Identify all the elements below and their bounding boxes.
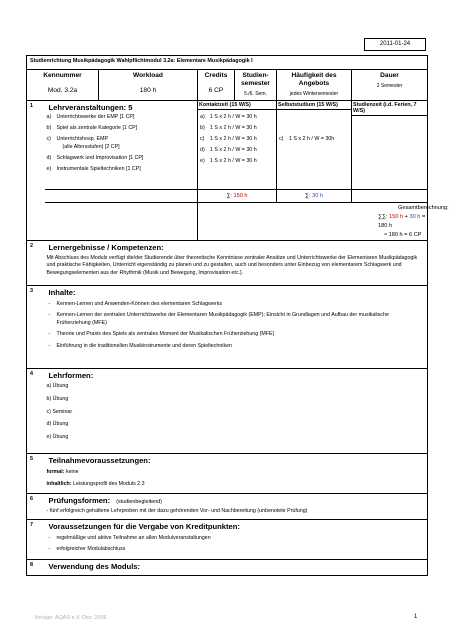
lehrform-b: b) Übung bbox=[46, 395, 69, 402]
section-3-row bbox=[27, 286, 428, 369]
inhalt-item-1: - Kennen-Lernen und Anwenden-Können des elementaren Schlagwerks bbox=[47, 301, 424, 308]
section-5-row bbox=[27, 454, 428, 494]
footer-template-note: Vorlage: AQAS e.V. Dez. 2006 bbox=[34, 615, 107, 621]
kz-letter: d) bbox=[200, 147, 205, 153]
gesamt-prefix: ∑∑: bbox=[378, 214, 388, 220]
inhaltlich-value: Leistungsprofil des Moduls 2.3 bbox=[73, 481, 145, 487]
section-4-number: 4 bbox=[27, 369, 45, 454]
section-1-number: 1 bbox=[27, 101, 45, 190]
formal-value: keine bbox=[65, 469, 79, 475]
section-6-note: (studienbegleitend) bbox=[116, 499, 163, 505]
header-row bbox=[27, 70, 428, 101]
dauer-value: 2 Semester bbox=[376, 83, 403, 89]
inhalte-list bbox=[45, 297, 428, 352]
section-6-text: - fünf erfolgreich gehaltene Lehrproben mit der dazu gehörenden Vor- und Nachbereitung (unbenotete Prüfung) bbox=[46, 508, 308, 514]
studienzeit-head: Studienzeit (i.d. Ferien, 7 W/S) bbox=[352, 101, 427, 116]
dauer-label: Dauer bbox=[380, 72, 399, 79]
lv-letter: c) bbox=[46, 136, 51, 143]
kz-letter: c) bbox=[200, 136, 205, 142]
kz-c: 1 S x 2 h / W = 30 h bbox=[210, 136, 257, 142]
credits-value: 6 CP bbox=[208, 87, 224, 94]
section-1-total-row bbox=[27, 203, 428, 241]
date-box: 2011-01-24 bbox=[364, 38, 426, 51]
lehrform-a: a) Übung bbox=[46, 383, 69, 389]
section-8-row bbox=[27, 560, 428, 576]
lv-item-c: Unterrichtshosp. EMP bbox=[56, 136, 109, 143]
lv-letter: d) bbox=[46, 154, 52, 161]
lv-item-a: Unterrichtswerke der EMP [1 CP] bbox=[56, 114, 135, 120]
selbststudium-head: Selbststudium (15 W/S) bbox=[277, 101, 351, 110]
section-5-number: 5 bbox=[27, 454, 45, 494]
section-7-title: Voraussetzungen für die Vergabe von Kreditpunkten: bbox=[48, 522, 240, 531]
section-6-title-line bbox=[45, 494, 428, 505]
inhalt-item-4: - Einführung in die traditionellen Musikinstrumente und deren Spieltechniken bbox=[47, 343, 424, 350]
lehrform-d: d) Übung bbox=[46, 421, 69, 428]
kp-item-2: - erfolgreicher Modulabschluss bbox=[47, 546, 426, 553]
gesamt-cp: ≈ 180 h = 6 CP bbox=[384, 232, 422, 238]
formal-label: formal: bbox=[46, 469, 65, 475]
kontaktzeit-list bbox=[198, 110, 276, 169]
haeufigkeit-label: Häufigkeit des bbox=[291, 72, 337, 79]
section-1-title: Lehrveranstaltungen: 5 bbox=[48, 103, 133, 112]
lv-item-c-cont: (alle Altersstufen) [2 CP] bbox=[62, 143, 120, 150]
section-3-number: 3 bbox=[27, 286, 45, 369]
kz-letter: e) bbox=[200, 158, 205, 164]
section-2-text: Mit Abschluss des Moduls verfügt die/der Studierende über theoretische Kenntnisse zentraler Ansätze und Unterrichtswerke der Elementaren Musikpädagogik und praktische Fähigkeiten, Unterricht eigenständig zu planen und zu gestalten, auch und besonders unter Einbezug von elementarem Schlagwerk und Bewegungselementen aus der Rhythmik (Musik und Bewegung, Improvisation etc.). bbox=[46, 255, 418, 276]
page-number: 1 bbox=[414, 614, 418, 620]
kp-item-1: - regelmäßige und aktive Teilnahme an allen Modulveranstaltungen bbox=[47, 535, 426, 542]
section-4-row bbox=[27, 369, 428, 454]
section-4-title: Lehrformen: bbox=[48, 371, 94, 380]
semester-value: 5./6. Sem. bbox=[244, 91, 267, 97]
semester-label-2: semester bbox=[241, 80, 270, 87]
lehrform-e: e) Übung bbox=[46, 434, 69, 441]
gesamt-sum bbox=[378, 213, 427, 231]
section-3-title: Inhalte: bbox=[48, 288, 76, 297]
credits-label: Credits bbox=[204, 72, 228, 79]
kz-b: 1 S x 2 h / W = 30 h bbox=[210, 125, 257, 131]
section-6-number: 6 bbox=[27, 494, 45, 520]
sum-symbol: ∑: bbox=[305, 193, 311, 199]
section-1-sum-row bbox=[27, 190, 428, 203]
workload-label: Workload bbox=[133, 72, 163, 79]
lv-item-e: Instrumentale Spieltechniken [1 CP] bbox=[56, 166, 141, 173]
section-6-title: Prüfungsformen: bbox=[48, 496, 111, 505]
gesamt-label: Gesamtberechnung: bbox=[398, 205, 449, 211]
sum-kontakt-value: 150 h bbox=[233, 193, 248, 199]
sum-selbst bbox=[277, 190, 352, 203]
kennummer-value: Mod. 3.2a bbox=[47, 87, 78, 94]
ss-letter: c) bbox=[279, 136, 284, 142]
lehrform-c: c) Seminar bbox=[46, 408, 73, 415]
module-table bbox=[26, 55, 449, 576]
module-title: Studienrichtung Musikpädagogik Wahlpflichtmodul 3.2a: Elementare Musikpädagogik I bbox=[27, 56, 428, 70]
kz-letter: a) bbox=[200, 114, 205, 120]
section-8-title: Verwendung des Moduls: bbox=[48, 562, 141, 571]
section-1-row bbox=[27, 101, 428, 190]
lv-item-b: Spiel als zentrale Kategorie [1 CP] bbox=[56, 125, 138, 132]
kz-a: 1 S x 2 h / W = 30 h bbox=[210, 114, 257, 120]
sum-selbst-value: 30 h bbox=[312, 193, 323, 199]
lv-letter: e) bbox=[46, 166, 52, 173]
sum-kontakt bbox=[198, 190, 277, 203]
gesamt-eq: = 180 h bbox=[378, 214, 426, 229]
kennummer-label: Kennummer bbox=[43, 72, 82, 79]
section-5-title: Teilnahmevoraussetzungen: bbox=[48, 456, 151, 465]
gesamt-b: 30 h bbox=[409, 214, 421, 220]
section-2-number: 2 bbox=[27, 241, 45, 286]
workload-value: 180 h bbox=[139, 87, 157, 94]
section-2-row bbox=[27, 241, 428, 286]
gesamt-plus: + bbox=[404, 214, 408, 220]
inhalt-item-2: - Kennen-Lernen der zentralen Unterrichtswerke der Elementaren Musikpädagogik (EMP); Einsicht in Grundlagen und Aufbau der musikalische Früherziehung (MFE) bbox=[47, 312, 424, 327]
kz-e: 1 S x 2 h / W = 30 h bbox=[210, 158, 257, 164]
section-7-number: 7 bbox=[27, 520, 45, 560]
haeufigkeit-label-2: Angebots bbox=[298, 80, 330, 87]
lehrveranstaltungen-list bbox=[45, 112, 198, 176]
inhaltlich-label: inhaltlich: bbox=[46, 481, 72, 487]
selbststudium-list bbox=[277, 132, 351, 147]
semester-label: Studien- bbox=[242, 72, 269, 79]
section-8-number: 8 bbox=[27, 560, 45, 576]
formal-line bbox=[47, 469, 426, 476]
lv-letter: a) bbox=[46, 114, 52, 120]
section-2-title: Lernergebnisse / Kompetenzen: bbox=[48, 243, 164, 252]
section-7-row bbox=[27, 520, 428, 560]
kontaktzeit-head: Kontaktzeit (15 W/S) bbox=[198, 101, 276, 110]
sum-symbol: ∑: bbox=[226, 193, 232, 199]
gesamt-a: 150 h bbox=[389, 214, 404, 220]
lehrformen-list bbox=[45, 380, 428, 444]
lv-letter: b) bbox=[46, 125, 52, 132]
ss-c: 1 S x 2 h / W = 30h bbox=[289, 136, 335, 142]
haeufigkeit-value: jedes Wintersemester bbox=[289, 91, 339, 97]
inhaltlich-line bbox=[47, 481, 426, 488]
kreditpunkte-list bbox=[45, 531, 428, 555]
inhalt-item-3: - Theorie und Praxis des Spiels als zentrales Moment der Musikalischen Früherziehung (MFE) bbox=[47, 331, 424, 338]
kz-d: 1 S x 2 h / W = 30 h bbox=[210, 147, 257, 153]
section-6-row bbox=[27, 494, 428, 520]
lv-item-d: Schlagwerk und Improvisation [1 CP] bbox=[56, 154, 144, 161]
kz-letter: b) bbox=[200, 125, 205, 131]
